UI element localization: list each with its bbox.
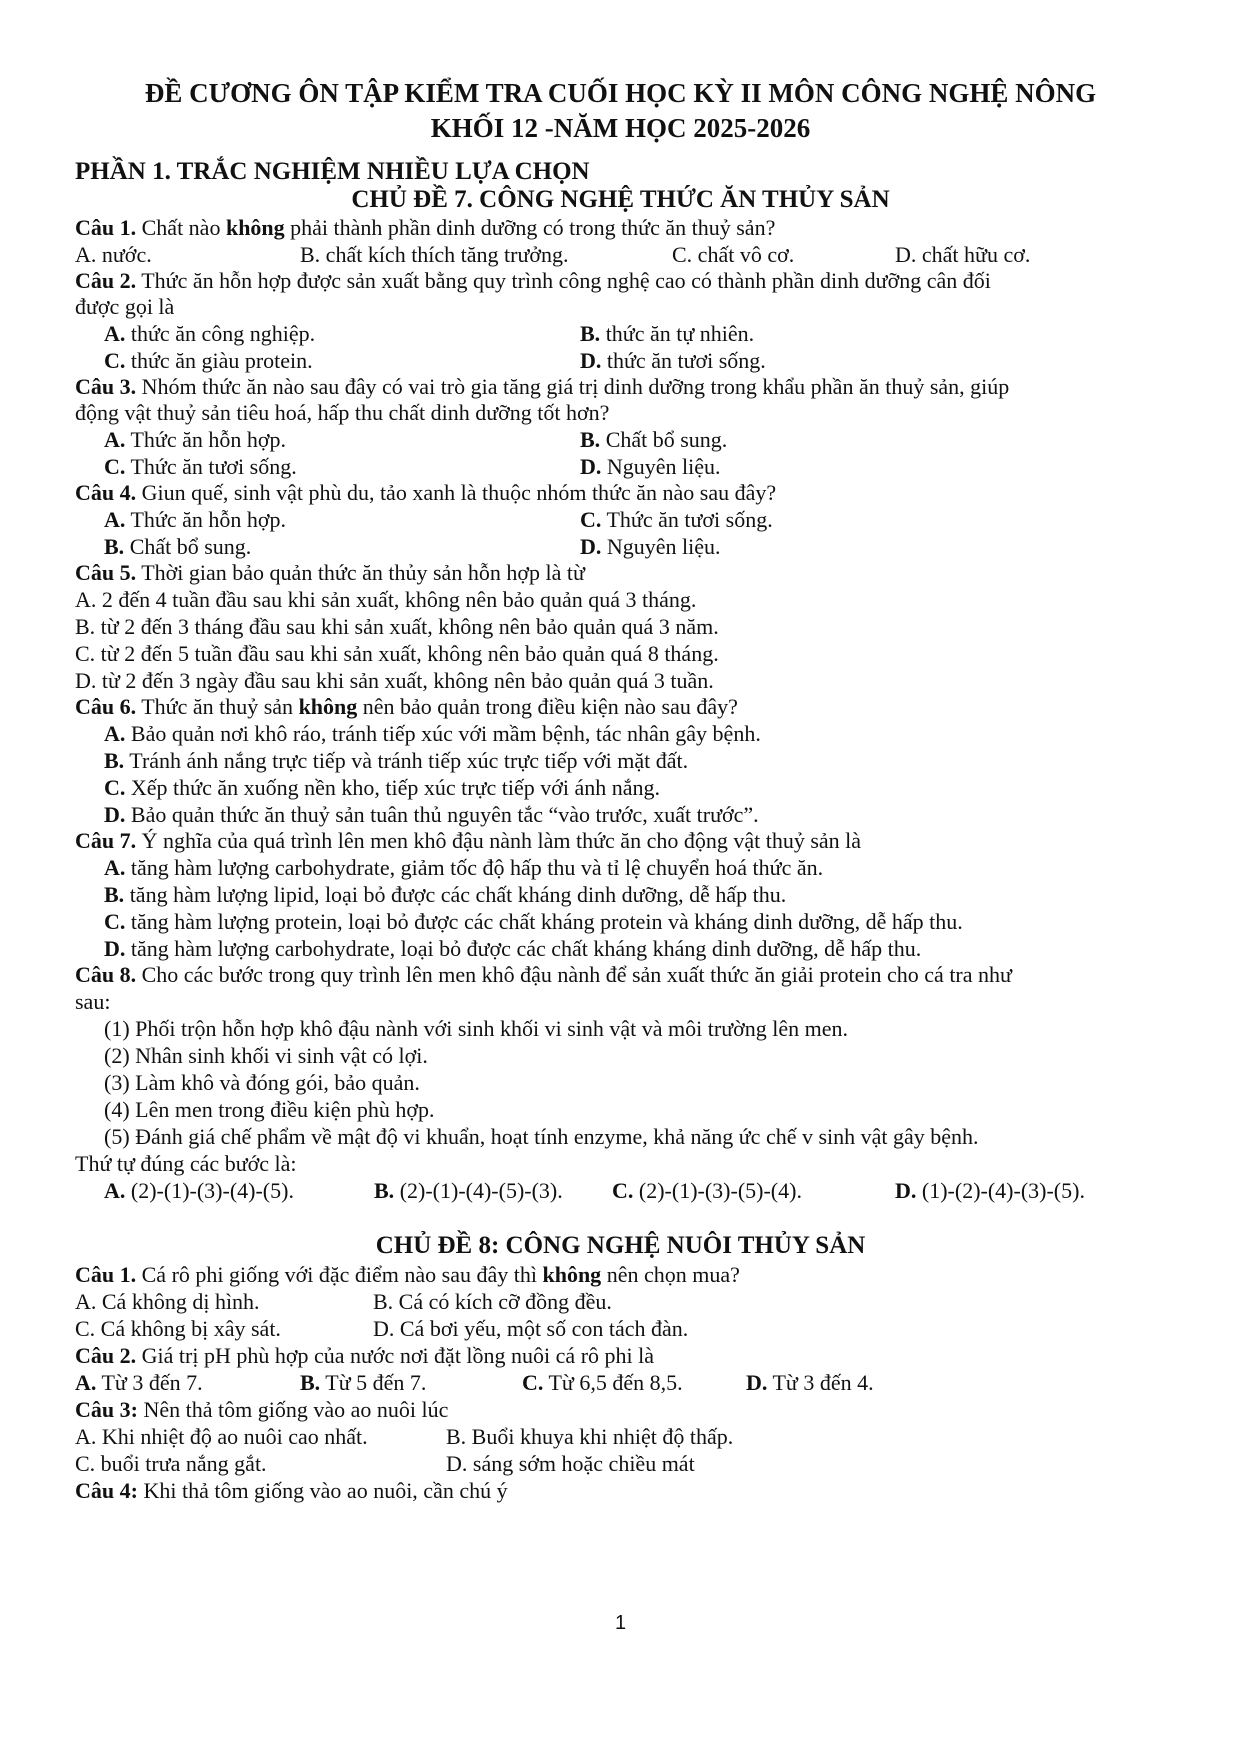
t7-q5-option-a: A. 2 đến 4 tuần đầu sau khi sản xuất, không nên bảo quản quá 3 tháng. (75, 587, 697, 612)
option-text: Từ 3 đến 4. (767, 1370, 874, 1395)
option-text: thức ăn tươi sống. (601, 348, 766, 373)
question-number: Câu 4: (75, 1478, 138, 1503)
t8-q3-stem (75, 1397, 448, 1423)
t7-q8-step-5: (5) Đánh giá chế phẩm về mật độ vi khuẩn, hoạt tính enzyme, khả năng ức chế v sinh vật gây bệnh. (104, 1124, 979, 1149)
option-text: Tránh ánh nắng trực tiếp và tránh tiếp xúc trực tiếp với mặt đất. (124, 748, 689, 773)
t7-q2-option-a (104, 321, 315, 347)
t7-q8-option-d (895, 1178, 1085, 1204)
option-text: Nguyên liệu. (601, 534, 721, 559)
option-text: tăng hàm lượng carbohydrate, loại bỏ được các chất kháng kháng dinh dưỡng, dễ hấp thu. (125, 936, 922, 961)
t7-q3-stem (75, 374, 1009, 400)
option-letter: D. (580, 454, 602, 479)
question-number: Câu 3: (75, 1397, 138, 1422)
option-letter: A. (104, 855, 126, 880)
t7-q2-stem-cont: được gọi là (75, 294, 175, 319)
t8-q4-stem (75, 1478, 508, 1504)
option-letter: D. (580, 534, 602, 559)
part-heading: PHẦN 1. TRẮC NGHIỆM NHIỀU LỰA CHỌN (75, 158, 590, 185)
document-title-line1: ĐỀ CƯƠNG ÔN TẬP KIỂM TRA CUỐI HỌC KỲ II MÔN CÔNG NGHỆ NÔNG (144, 78, 1097, 108)
option-letter: B. (104, 748, 125, 773)
t7-q4-option-c (580, 507, 773, 533)
topic8-heading: CHỦ ĐỀ 8: CÔNG NGHỆ NUÔI THỦY SẢN (375, 1232, 866, 1259)
option-text: thức ăn giàu protein. (125, 348, 313, 373)
stem-text: Khi thả tôm giống vào ao nuôi, cần chú ý (137, 1478, 508, 1503)
option-letter: B. (104, 882, 125, 907)
t7-q4-option-b (104, 534, 251, 560)
t7-q2-stem (75, 268, 991, 294)
option-letter: B. (580, 321, 601, 346)
t8-q1-option-c: C. Cá không bị xây sát. (75, 1316, 281, 1341)
t7-q6-option-b (104, 748, 688, 774)
option-text: thức ăn công nghiệp. (125, 321, 316, 346)
t7-q1-option-b: B. chất kích thích tăng trưởng. (300, 242, 569, 267)
stem-text: nên chọn mua? (601, 1262, 740, 1287)
option-letter: B. (104, 534, 125, 559)
option-letter: A. (75, 1370, 97, 1395)
option-letter: D. (104, 802, 126, 827)
option-letter: A. (104, 321, 126, 346)
t7-q8-option-a (104, 1178, 294, 1204)
question-number: Câu 1. (75, 1262, 137, 1287)
option-text: Bảo quản nơi khô ráo, tránh tiếp xúc với mầm bệnh, tác nhân gây bệnh. (125, 721, 761, 746)
t7-q1-option-d: D. chất hữu cơ. (895, 242, 1031, 267)
t7-q2-option-d (580, 348, 766, 374)
option-letter: C. (104, 775, 126, 800)
option-text: tăng hàm lượng protein, loại bỏ được các chất kháng protein và kháng dinh dưỡng, dễ hấp thu. (125, 909, 963, 934)
t7-q6-option-a (104, 721, 761, 747)
option-text: Thức ăn tươi sống. (601, 507, 773, 532)
question-number: Câu 4. (75, 480, 137, 505)
option-text: Từ 6,5 đến 8,5. (543, 1370, 683, 1395)
t8-q2-option-b (300, 1370, 426, 1396)
option-letter: B. (580, 427, 601, 452)
option-letter: D. (104, 936, 126, 961)
option-text: (2)-(1)-(3)-(5)-(4). (633, 1178, 802, 1203)
t7-q1-option-a: A. nước. (75, 242, 152, 267)
t7-q7-option-c (104, 909, 963, 935)
option-text: Bảo quản thức ăn thuỷ sản tuân thủ nguyên tắc “vào trước, xuất trước”. (125, 802, 759, 827)
option-text: Nguyên liệu. (601, 454, 721, 479)
t7-q8-step-4: (4) Lên men trong điều kiện phù hợp. (104, 1097, 435, 1122)
option-text: Xếp thức ăn xuống nền kho, tiếp xúc trực tiếp với ánh nắng. (125, 775, 661, 800)
stem-text: Thời gian bảo quản thức ăn thủy sản hỗn hợp là từ (136, 560, 585, 585)
t7-q2-option-c (104, 348, 313, 374)
t8-q1-option-a: A. Cá không dị hình. (75, 1289, 260, 1314)
option-letter: A. (104, 721, 126, 746)
option-letter: C. (104, 909, 126, 934)
question-number: Câu 7. (75, 828, 137, 853)
option-text: Thức ăn hỗn hợp. (125, 427, 287, 452)
t7-q4-option-d (580, 534, 721, 560)
emphasis-text: không (542, 1262, 602, 1287)
t8-q1-stem (75, 1262, 740, 1288)
emphasis-text: không (225, 215, 285, 240)
question-number: Câu 2. (75, 1343, 137, 1368)
question-number: Câu 8. (75, 962, 137, 987)
t7-q5-option-d: D. từ 2 đến 3 ngày đầu sau khi sản xuất, không nên bảo quản quá 3 tuần. (75, 668, 714, 693)
t7-q3-stem-cont: động vật thuỷ sản tiêu hoá, hấp thu chất dinh dưỡng tốt hơn? (75, 400, 610, 425)
t7-q8-step-2: (2) Nhân sinh khối vi sinh vật có lợi. (104, 1043, 428, 1068)
t7-q6-option-d (104, 802, 759, 828)
stem-text: nên bảo quản trong điều kiện nào sau đây? (357, 694, 738, 719)
t7-q8-option-b (374, 1178, 563, 1204)
option-text: thức ăn tự nhiên. (600, 321, 755, 346)
t7-q8-stem-cont: sau: (75, 989, 111, 1014)
page-number: 1 (614, 1612, 627, 1634)
option-text: Thức ăn hỗn hợp. (125, 507, 287, 532)
t7-q7-option-b (104, 882, 786, 908)
stem-text: Thức ăn hỗn hợp được sản xuất bằng quy trình công nghệ cao có thành phần dinh dưỡng cân đối (136, 268, 991, 293)
t7-q7-option-a (104, 855, 823, 881)
option-letter: D. (580, 348, 602, 373)
option-letter: C. (104, 454, 126, 479)
t8-q2-stem (75, 1343, 654, 1369)
t8-q3-option-c: C. buổi trưa nắng gắt. (75, 1451, 267, 1476)
option-text: Từ 3 đến 7. (96, 1370, 203, 1395)
option-text: (1)-(2)-(4)-(3)-(5). (916, 1178, 1085, 1203)
t7-q1-option-c: C. chất vô cơ. (672, 242, 795, 267)
t7-q2-option-b (580, 321, 754, 347)
stem-text: Ý nghĩa của quá trình lên men khô đậu nành làm thức ăn cho động vật thuỷ sản là (136, 828, 862, 853)
option-text: (2)-(1)-(4)-(5)-(3). (394, 1178, 563, 1203)
question-number: Câu 2. (75, 268, 137, 293)
option-text: (2)-(1)-(3)-(4)-(5). (125, 1178, 294, 1203)
option-letter: C. (612, 1178, 634, 1203)
t7-q3-option-b (580, 427, 727, 453)
t7-q5-option-b: B. từ 2 đến 3 tháng đầu sau khi sản xuất, không nên bảo quản quá 3 năm. (75, 614, 719, 639)
t7-q8-order-label: Thứ tự đúng các bước là: (75, 1151, 297, 1176)
t7-q4-option-a (104, 507, 286, 533)
topic7-heading: CHỦ ĐỀ 7. CÔNG NGHỆ THỨC ĂN THỦY SẢN (351, 186, 890, 213)
t7-q7-option-d (104, 936, 921, 962)
t7-q5-stem (75, 560, 585, 586)
t8-q2-option-d (746, 1370, 874, 1396)
document-title-line2: KHỐI 12 -NĂM HỌC 2025-2026 (430, 113, 811, 143)
option-letter: C. (580, 507, 602, 532)
t8-q3-option-b: B. Buổi khuya khi nhiệt độ thấp. (446, 1424, 734, 1449)
question-number: Câu 3. (75, 374, 137, 399)
option-text: Chất bổ sung. (600, 427, 728, 452)
t7-q3-option-d (580, 454, 721, 480)
stem-text: Giun quế, sinh vật phù du, tảo xanh là thuộc nhóm thức ăn nào sau đây? (136, 480, 777, 505)
option-letter: C. (522, 1370, 544, 1395)
option-text: Chất bổ sung. (124, 534, 252, 559)
stem-text: Thức ăn thuỷ sản (136, 694, 299, 719)
t7-q7-stem (75, 828, 861, 854)
stem-text: Chất nào (136, 215, 226, 240)
t7-q8-stem (75, 962, 1012, 988)
stem-text: Giá trị pH phù hợp của nước nơi đặt lồng nuôi cá rô phi là (136, 1343, 655, 1368)
t8-q3-option-d: D. sáng sớm hoặc chiều mát (446, 1451, 695, 1476)
stem-text: Nhóm thức ăn nào sau đây có vai trò gia tăng giá trị dinh dưỡng trong khẩu phần ăn thuỷ sản, giúp (136, 374, 1010, 399)
t8-q1-option-b: B. Cá có kích cỡ đồng đều. (373, 1289, 612, 1314)
t7-q8-step-3: (3) Làm khô và đóng gói, bảo quản. (104, 1070, 420, 1095)
t7-q8-step-1: (1) Phối trộn hỗn hợp khô đậu nành với sinh khối vi sinh vật và môi trường lên men. (104, 1016, 849, 1041)
t7-q1-stem (75, 215, 775, 241)
t7-q6-option-c (104, 775, 660, 801)
t8-q2-option-a (75, 1370, 203, 1396)
emphasis-text: không (298, 694, 358, 719)
t7-q4-stem (75, 480, 776, 506)
stem-text: Nên thả tôm giống vào ao nuôi lúc (137, 1397, 449, 1422)
option-letter: B. (300, 1370, 321, 1395)
option-letter: D. (746, 1370, 768, 1395)
t7-q6-stem (75, 694, 738, 720)
t8-q2-option-c (522, 1370, 683, 1396)
question-number: Câu 6. (75, 694, 137, 719)
t8-q3-option-a: A. Khi nhiệt độ ao nuôi cao nhất. (75, 1424, 368, 1449)
option-letter: D. (895, 1178, 917, 1203)
stem-text: Cá rô phi giống với đặc điểm nào sau đây thì (136, 1262, 543, 1287)
option-letter: B. (374, 1178, 395, 1203)
option-letter: A. (104, 1178, 126, 1203)
option-text: Thức ăn tươi sống. (125, 454, 297, 479)
t7-q3-option-c (104, 454, 297, 480)
question-number: Câu 1. (75, 215, 137, 240)
t7-q5-option-c: C. từ 2 đến 5 tuần đầu sau khi sản xuất, không nên bảo quản quá 8 tháng. (75, 641, 719, 666)
t8-q1-option-d: D. Cá bơi yếu, một số con tách đàn. (373, 1316, 689, 1341)
stem-text: Cho các bước trong quy trình lên men khô đậu nành để sản xuất thức ăn giải protein cho cá tra như (136, 962, 1012, 987)
option-letter: A. (104, 507, 126, 532)
option-letter: A. (104, 427, 126, 452)
option-text: Từ 5 đến 7. (320, 1370, 427, 1395)
question-number: Câu 5. (75, 560, 137, 585)
option-text: tăng hàm lượng lipid, loại bỏ được các chất kháng dinh dưỡng, dễ hấp thu. (124, 882, 787, 907)
option-text: tăng hàm lượng carbohydrate, giảm tốc độ hấp thu và tỉ lệ chuyển hoá thức ăn. (125, 855, 824, 880)
t7-q8-option-c (612, 1178, 802, 1204)
stem-text: phải thành phần dinh dưỡng có trong thức ăn thuỷ sản? (284, 215, 776, 240)
option-letter: C. (104, 348, 126, 373)
t7-q3-option-a (104, 427, 286, 453)
